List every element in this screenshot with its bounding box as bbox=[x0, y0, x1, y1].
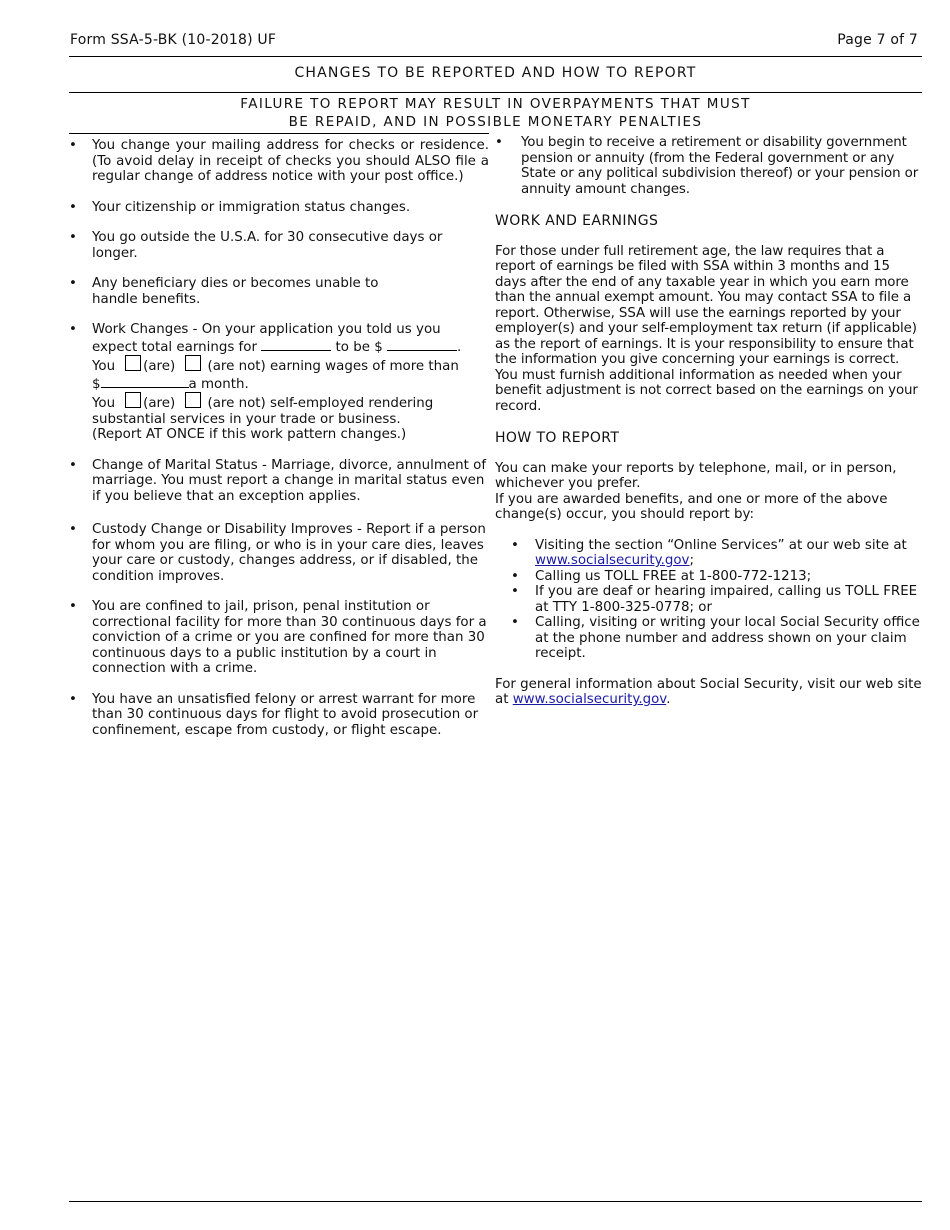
page-title: CHANGES TO BE REPORTED AND HOW TO REPORT bbox=[294, 65, 697, 81]
wages-label: (are not) earning wages of more than bbox=[207, 359, 459, 374]
bullet: • bbox=[511, 584, 519, 599]
monthly-wages-field[interactable] bbox=[101, 375, 189, 388]
list-item bbox=[69, 138, 489, 185]
left-column bbox=[69, 138, 489, 753]
are-checkbox[interactable] bbox=[125, 392, 141, 408]
item-outside-usa: You go outside the U.S.A. for 30 consecutive days or longer. bbox=[92, 230, 443, 261]
bullet: • bbox=[69, 199, 77, 215]
warning-line-1: FAILURE TO REPORT MAY RESULT IN OVERPAYMENTS THAT MUST bbox=[240, 96, 751, 112]
you-label: You bbox=[92, 359, 116, 374]
list-item bbox=[69, 200, 489, 216]
footer-rule bbox=[69, 1201, 922, 1202]
report-methods-list bbox=[511, 538, 925, 662]
list-item bbox=[69, 230, 489, 261]
month-label: a month. bbox=[188, 376, 249, 392]
list-item bbox=[511, 584, 925, 615]
self-employed-line bbox=[92, 392, 489, 427]
are-label: (are) bbox=[143, 359, 176, 374]
are-checkbox[interactable] bbox=[125, 355, 141, 371]
form-id: Form SSA-5-BK (10-2018) UF bbox=[70, 32, 277, 48]
dollar-sign: $ bbox=[92, 376, 101, 392]
item-beneficiary-dies: Any beneficiary dies or becomes unable to handle benefits. bbox=[92, 276, 379, 307]
list-item bbox=[69, 599, 489, 677]
general-info-text: For general information about Social Security, visit our web site at bbox=[495, 676, 922, 707]
to-be-label: to be $ bbox=[335, 339, 383, 355]
item-mailing-address: You change your mailing address for checks or residence. (To avoid delay in receipt of checks you should ALSO file a regular change of address notice with your post office.) bbox=[92, 138, 489, 184]
bullet: • bbox=[511, 568, 519, 584]
general-info-link[interactable]: www.socialsecurity.gov bbox=[512, 692, 667, 707]
report-note: (Report AT ONCE if this work pattern changes.) bbox=[92, 427, 407, 442]
list-item bbox=[511, 615, 925, 662]
item-citizenship: Your citizenship or immigration status changes. bbox=[92, 199, 411, 215]
warning-line-2: BE REPAID, AND IN POSSIBLE MONETARY PENALTIES bbox=[288, 114, 703, 130]
tty-text: If you are deaf or hearing impaired, calling us TOLL FREE at TTY 1-800-325-0778; or bbox=[535, 584, 918, 615]
work-earnings-text: For those under full retirement age, the law requires that a report of earnings be filed with SSA within 3 months and 15 days after the end of any taxable year in which you earn more than the annual exempt amount. You may contact SSA to file a report. Otherwise, SSA will use the earnings reported by your employer(s) and your self-employment tax return (if applicable) as the report of earnings. It is your responsibility to ensure that the information you give concerning your earnings is correct. You must furnish additional information as needed when your benefit adjustment is not correct based on the earnings on your record. bbox=[495, 243, 918, 414]
warning-rule bbox=[69, 133, 489, 134]
bullet: • bbox=[69, 230, 77, 245]
bullet: • bbox=[511, 537, 519, 553]
bullet: • bbox=[69, 276, 77, 291]
bullet: • bbox=[69, 691, 77, 707]
period: . bbox=[456, 339, 462, 355]
bullet: • bbox=[495, 135, 503, 150]
you-label: You bbox=[92, 396, 116, 411]
item-confinement: You are confined to jail, prison, penal institution or correctional facility for more than 30 continuous days for a conviction of a crime or you are confined for more than 30 continuous days to a public institution by a court in connection with a crime. bbox=[92, 599, 487, 676]
bullet: • bbox=[69, 522, 77, 537]
list-item bbox=[511, 538, 925, 569]
list-item bbox=[69, 522, 489, 584]
list-item-work-changes bbox=[69, 322, 489, 443]
item-pension: You begin to receive a retirement or disability government pension or annuity (from the Federal government or any State or any political subdivision thereof) or your pension or annuity amount changes. bbox=[521, 135, 919, 197]
how-to-report-text-2: If you are awarded benefits, and one or more of the above change(s) occur, you should report by: bbox=[495, 491, 888, 522]
item-custody-change: Custody Change or Disability Improves - Report if a person for whom you are filing, or who is in your care dies, leaves your care or custody, changes address, or if disabled, the condition improves. bbox=[92, 522, 486, 584]
list-item bbox=[495, 135, 925, 197]
work-earnings-heading: WORK AND EARNINGS bbox=[495, 213, 659, 229]
work-changes-text: Work Changes - On your application you told us you expect total earnings for bbox=[92, 322, 441, 355]
item-marital-status: Change of Marital Status - Marriage, divorce, annulment of marriage. You must report a change in marital status even if you believe that an exception applies. bbox=[92, 457, 487, 504]
local-office-text: Calling, visiting or writing your local Social Security office at the phone number and address shown on your claim receipt. bbox=[535, 615, 920, 661]
online-services-text: Visiting the section “Online Services” at our web site at bbox=[535, 537, 907, 553]
title-rule bbox=[69, 92, 922, 93]
toll-free-text: Calling us TOLL FREE at 1-800-772-1213; bbox=[535, 568, 812, 584]
are-not-checkbox[interactable] bbox=[185, 355, 201, 371]
are-label: (are) bbox=[143, 396, 176, 411]
self-employed-label: (are not) self-employed rendering substantial services in your trade or business. bbox=[92, 396, 434, 427]
bullet: • bbox=[69, 138, 77, 153]
bullet: • bbox=[69, 322, 77, 337]
header-rule bbox=[69, 56, 922, 57]
online-services-link[interactable]: www.socialsecurity.gov bbox=[535, 553, 690, 568]
period: . bbox=[666, 692, 671, 707]
earnings-amount-field[interactable] bbox=[387, 338, 457, 351]
how-to-report-text-1: You can make your reports by telephone, mail, or in person, whichever you prefer. bbox=[495, 460, 897, 491]
page-number: Page 7 of 7 bbox=[837, 32, 918, 48]
are-not-checkbox[interactable] bbox=[185, 392, 201, 408]
list-item bbox=[69, 692, 489, 739]
wages-line bbox=[92, 355, 489, 392]
list-item bbox=[69, 276, 489, 307]
list-item bbox=[511, 569, 925, 585]
bullet: • bbox=[69, 457, 77, 473]
warning-banner bbox=[69, 95, 922, 131]
general-info bbox=[495, 677, 925, 708]
item-warrant: You have an unsatisfied felony or arrest warrant for more than 30 continuous days for flight to avoid prosecution or confinement, escape from custody, or flight escape. bbox=[92, 691, 479, 738]
bullet: • bbox=[69, 599, 77, 614]
how-to-report-heading: HOW TO REPORT bbox=[495, 430, 620, 446]
list-item bbox=[69, 458, 489, 505]
right-column bbox=[495, 135, 925, 723]
bullet: • bbox=[511, 615, 519, 630]
semicolon: ; bbox=[689, 553, 695, 568]
work-changes-intro bbox=[92, 322, 489, 355]
earnings-year-field[interactable] bbox=[261, 338, 331, 351]
